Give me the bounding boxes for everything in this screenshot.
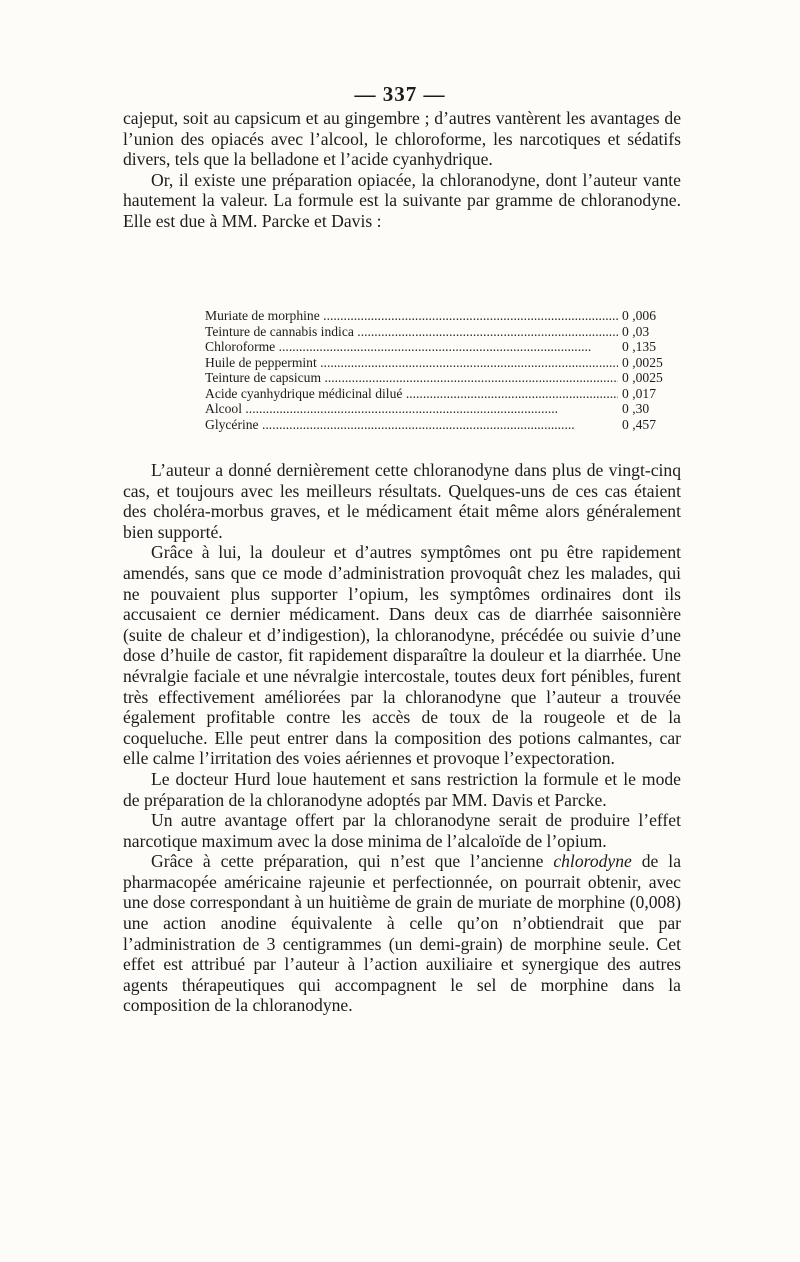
paragraph: Un autre avantage offert par la chloranodyne serait de produire l’effet narcotique maximum avec la dose minima de l’alcaloïde de l’opium. <box>123 810 681 851</box>
ingredient-amount: 0 ,006 <box>622 308 656 323</box>
ingredient-name: Glycérine ..... <box>205 417 618 433</box>
formula-row <box>205 308 680 324</box>
ingredient-name: Muriate de morphine ..... <box>205 308 618 324</box>
formula-row <box>205 324 680 340</box>
body-text-block <box>123 460 681 1016</box>
formula-row <box>205 386 680 402</box>
formula-table <box>205 308 680 432</box>
formula-row <box>205 401 680 417</box>
intro-paragraph: cajeput, soit au capsicum et au gingembre ; d’autres vantèrent les avantages de l’union des opiacés avec l’alcool, le chloroforme, les narcotiques et sédatifs divers, tels que la belladone et l’acide cyanhydrique. <box>123 108 681 170</box>
ingredient-name: Huile de peppermint ..... <box>205 355 618 371</box>
formula-row <box>205 355 680 371</box>
paragraph: Le docteur Hurd loue hautement et sans restriction la formule et le mode de préparation de la chloranodyne adoptés par MM. Davis et Parcke. <box>123 768 681 810</box>
ingredient-name: Teinture de cannabis indica ..... <box>205 324 618 340</box>
ingredient-amount: 0 ,30 <box>622 401 650 416</box>
formula-row <box>205 370 680 386</box>
paragraph-text: de la pharmacopée américaine rajeunie et perfectionnée, on pourrait obtenir, avec une dose correspondant à un huitième de grain de muriate de morphine (0,008) une action anodine équivalente à celle qu’on n’obtiendrait que par l’administration de 3 centigrammes (un demi-grain) de morphine seule. Cet effet est attribué par l’auteur à l’action auxiliaire et synergique des autres agents thérapeutiques qui accompagnent le sel de morphine dans la composition de la chloranodyne. <box>123 851 681 1016</box>
ingredient-name: Alcool ..... <box>205 401 618 417</box>
formula-intro-paragraph: Or, il existe une préparation opiacée, la chloranodyne, dont l’auteur vante hautement la valeur. La formule est la suivante par gramme de chloranodyne. Elle est due à MM. Parcke et Davis : <box>123 169 681 231</box>
ingredient-name: Chloroforme ..... <box>205 339 618 355</box>
formula-row <box>205 417 680 433</box>
ingredient-amount: 0 ,135 <box>622 339 656 354</box>
paragraph: Grâce à lui, la douleur et d’autres symptômes ont pu être rapidement amendés, sans que ce mode d’administration provoquât chez les malades, qui ne pouvaient plus supporter l’opium, les symptômes ordinaires dont ils accusaient ce dernier médicament. Dans deux cas de diarrhée saisonnière (suite de chaleur et d’indigestion), la chloranodyne, précédée ou suivie d’une dose d’huile de castor, fit rapidement disparaître la douleur et la diarrhée. Une névralgie faciale et une névralgie intercostale, toutes deux fort pénibles, furent très effectivement améliorées par la chloranodyne que l’auteur a trouvée également profitable contre les accès de toux de la rougeole et de la coqueluche. Elle peut entrer dans la composition des potions calmantes, car elle calme l’irritation des voies aériennes et provoque l’expectoration. <box>123 542 681 769</box>
paragraph: L’auteur a donné dernièrement cette chloranodyne dans plus de vingt-cinq cas, et toujours avec les meilleurs résultats. Quelques-uns de ces cas étaient des choléra-morbus graves, et le médicament était même alors généralement bien supporté. <box>123 460 681 542</box>
ingredient-amount: 0 ,0025 <box>622 354 663 370</box>
ingredient-amount: 0 ,457 <box>622 416 656 432</box>
page-number: — 337 — <box>354 82 446 106</box>
ingredient-name: Teinture de capsicum ..... <box>205 370 618 386</box>
top-text-block <box>123 108 681 232</box>
ingredient-amount: 0 ,0025 <box>622 370 663 385</box>
ingredient-amount: 0 ,017 <box>622 385 656 401</box>
paragraph-text: Grâce à cette préparation, qui n’est que l’ancienne <box>151 851 554 872</box>
ingredient-name: Acide cyanhydrique médicinal dilué ..... <box>205 386 618 402</box>
ingredient-amount: 0 ,03 <box>622 323 650 339</box>
italic-term: chlorodyne <box>553 851 632 872</box>
paragraph-chlorodyne <box>123 851 681 1016</box>
formula-row <box>205 339 680 355</box>
